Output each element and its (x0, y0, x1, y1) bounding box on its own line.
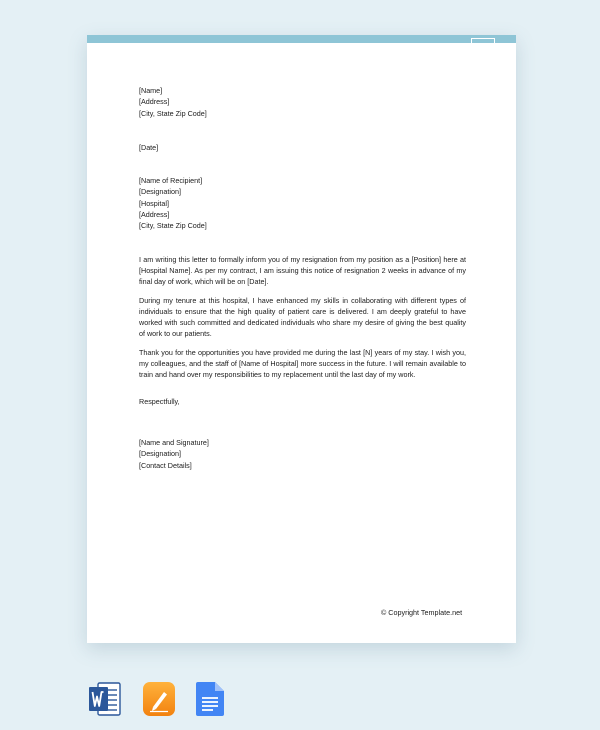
closing: Respectfully, (139, 396, 180, 406)
paragraph-3: Thank you for the opportunities you have provided me during the last [N] years of my stay. I wish you, my colleagues, and the staff of [Name of Hospital] more success in the future. I will remain available to train and hand over my responsibilities to my replacement until the last day of my work. (139, 347, 466, 380)
recipient-designation: [Designation] (139, 187, 181, 197)
file-format-icons (88, 681, 248, 717)
word-icon-graphic (88, 681, 122, 717)
recipient-block (139, 175, 466, 231)
paragraph-1: I am writing this letter to formally inform you of my resignation from my position as a [Position] here at [Hospital Name]. As per my contract, I am issuing this notice of resignation 2 weeks in advance of my final day of work, which will be on [Date]. (139, 254, 466, 287)
copyright-text: © Copyright Template.net (381, 608, 463, 617)
recipient-hospital: [Hospital] (139, 198, 169, 208)
signature-block (139, 437, 466, 471)
paragraph-2: During my tenure at this hospital, I have enhanced my skills in collaborating with different types of individuals to ensure that the high quality of patient care is delivered. I am deeply grateful to have worked with such committed and dedicated individuals who share my desire of giving the best quality of work to our patients. (139, 295, 466, 339)
signature-designation: [Designation] (139, 449, 181, 459)
pages-icon[interactable] (142, 681, 176, 717)
sender-city: [City, State Zip Code] (139, 108, 207, 118)
letter-date: [Date] (139, 142, 159, 152)
recipient-city: [City, State Zip Code] (139, 221, 207, 231)
sender-address: [Address] (139, 97, 170, 107)
google-docs-icon-graphic (194, 681, 228, 717)
document-page (87, 35, 516, 643)
sender-name: [Name] (139, 86, 163, 95)
google-docs-icon[interactable] (194, 681, 228, 717)
recipient-name: [Name of Recipient] (139, 176, 203, 186)
letter-body (139, 85, 466, 471)
word-icon[interactable] (88, 681, 122, 717)
sender-block (139, 85, 466, 119)
recipient-address: [Address] (139, 210, 170, 220)
signature-contact: [Contact Details] (139, 460, 192, 470)
bookmark-tab (471, 38, 495, 44)
pages-icon-graphic (142, 681, 176, 717)
signature-name: [Name and Signature] (139, 437, 209, 447)
accent-bar (87, 35, 516, 43)
